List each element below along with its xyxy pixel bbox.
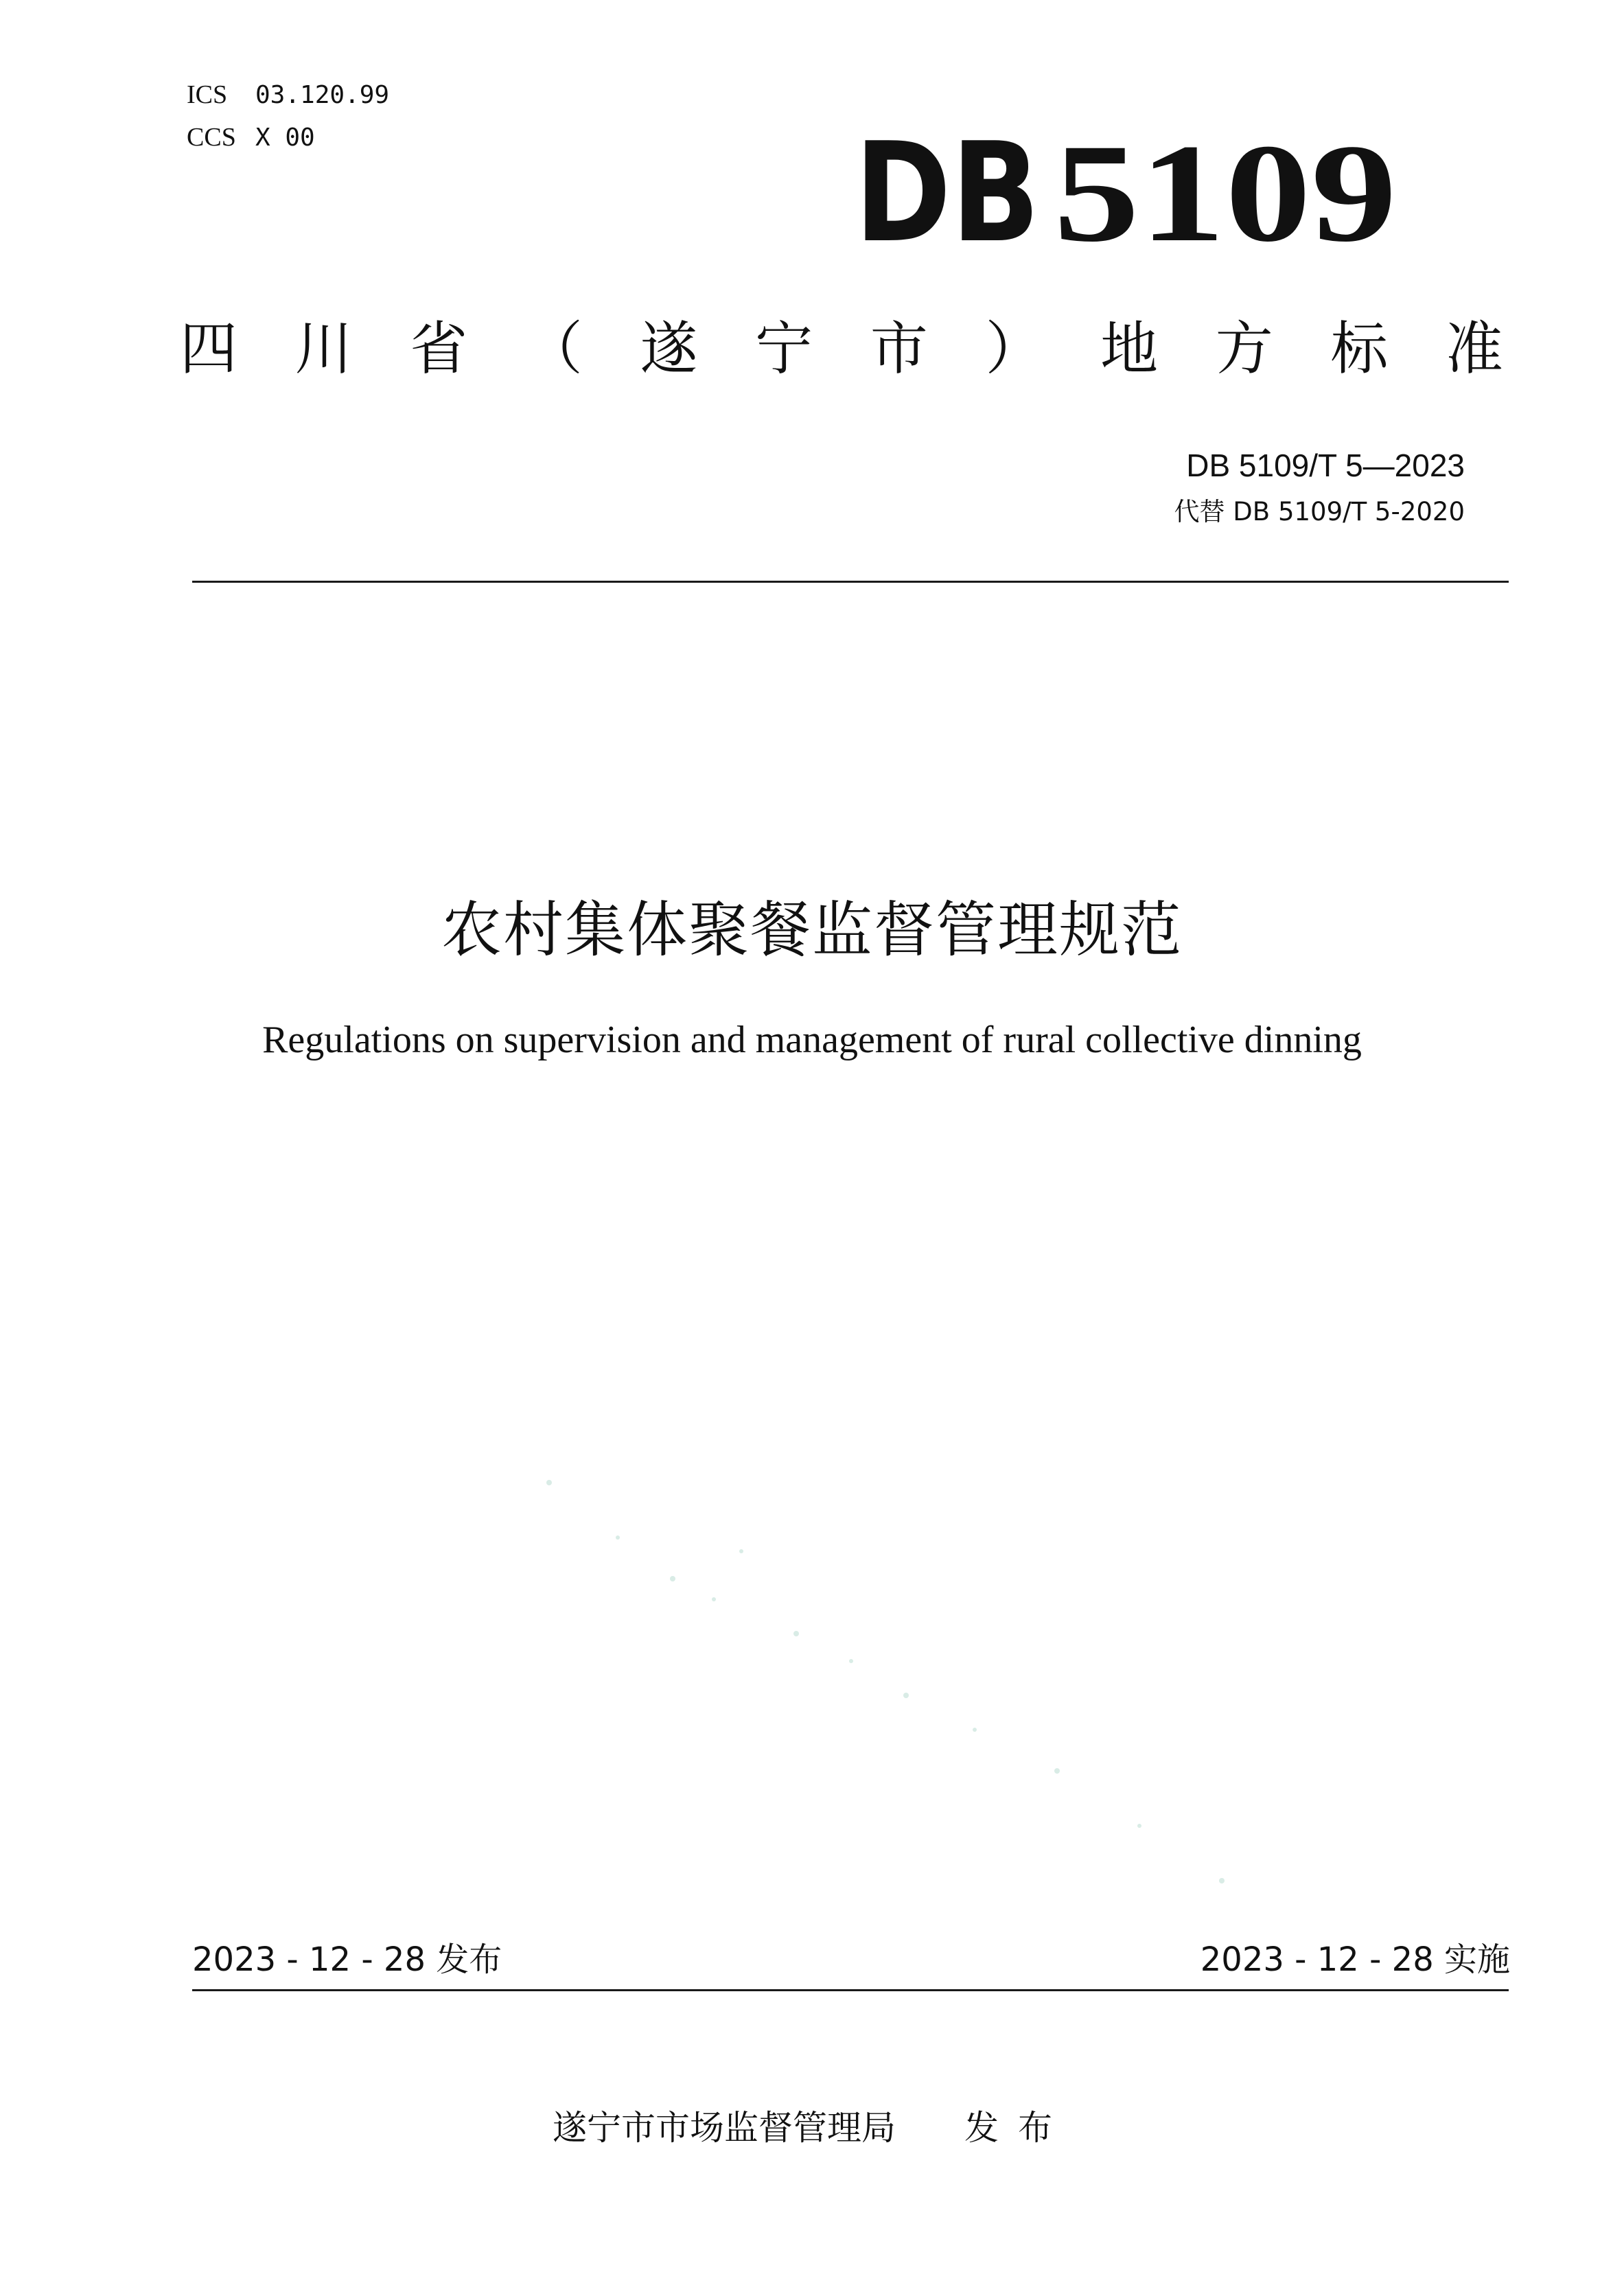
- effective-date: 2023 - 12 - 28 实施: [1200, 1940, 1510, 1979]
- ccs-line: [187, 122, 315, 153]
- replaces-standard: 代替 DB 5109/T 5-2020: [1174, 497, 1465, 526]
- db-letters: DB: [855, 130, 1040, 254]
- scan-speckle: [384, 1373, 1277, 1922]
- ics-value: 03.120.99: [255, 81, 390, 109]
- document-title-cn: 农村集体聚餐监督管理规范: [441, 894, 1183, 965]
- standard-category-title: 四川省（遂宁市）地方标准: [180, 315, 1505, 382]
- ccs-label: CCS: [187, 123, 236, 152]
- ccs-value: X 00: [255, 124, 315, 152]
- publish-date: 2023 - 12 - 28 发布: [192, 1940, 502, 1979]
- ics-label: ICS: [187, 80, 228, 109]
- footer-divider: [192, 1989, 1509, 1991]
- issuer-name: 遂宁市市场监督管理局: [553, 2108, 896, 2148]
- header-divider: [192, 581, 1509, 583]
- standard-number: DB 5109/T 5—2023: [1186, 448, 1465, 483]
- issuer-action: 发布: [964, 2108, 1071, 2148]
- ics-line: [187, 80, 389, 111]
- db-standard-code: [855, 130, 1404, 254]
- db-number: 5109: [1054, 130, 1397, 254]
- issuer-line: [0, 2106, 1624, 2150]
- document-title-en: Regulations on supervision and management of rural collective dinning: [262, 1019, 1362, 1061]
